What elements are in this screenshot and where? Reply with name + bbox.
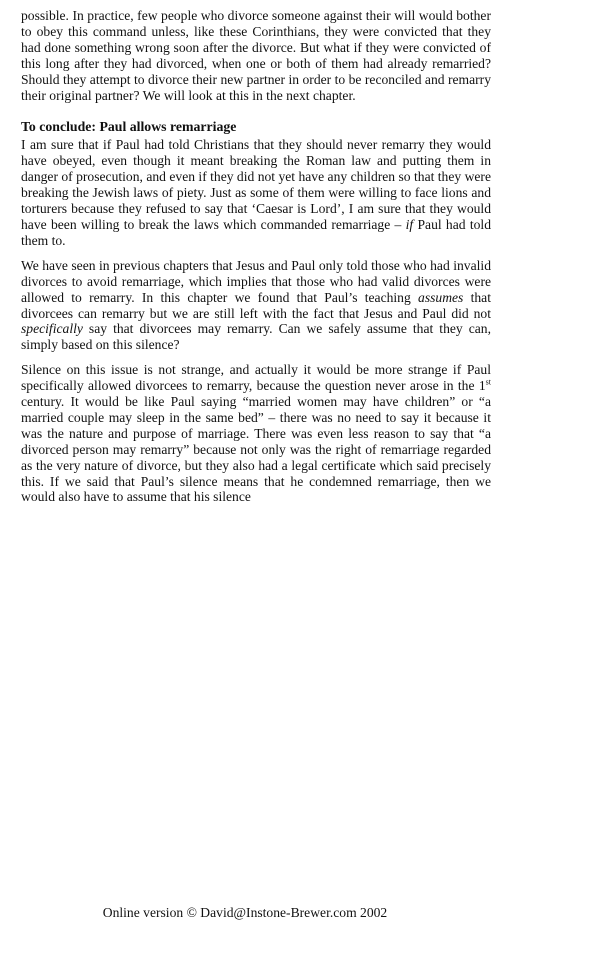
paragraph-text: century. It would be like Paul saying “married women may have children” or “a married couple may sleep in the same bed” – there was no need to say it because it was the nature and purpose of marriage. There was even less reason to say that “a divorced person may remarry” because not only was the right of remarriage regarded as the very nature of divorce, but they also had a legal certificate which said precisely this. If we said that Paul’s silence means that he condemned remarriage, then we would also have to assume that his silence [21,394,491,505]
emphasis-text: assumes [418,289,464,305]
paragraph-text: I am sure that if Paul had told Christians that they should never remarry they would have obeyed, even though it meant breaking the Roman law and putting them in danger of prosecution, and even if they did not yet have any children so that they were breaking the Jewish laws of piety. Just as some of them were willing to face lions and torturers because they refused to say that ‘Caesar is Lord’, I am sure that they would have been willing to break the laws which commanded remarriage – [21,137,491,232]
paragraph-previous-chapters [21,258,491,353]
paragraph-text: possible. In practice, few people who divorce someone against their will would bother to obey this command unless, like these Corinthians, they were convicted that they had done something wrong soon after the divorce. But what if they were convicted of this long after they had divorced, when one or both of them had already remarried? Should they attempt to divorce their new partner in order to be reconciled and remarry their original partner? We will look at this in the next chapter. [21,8,491,103]
paragraph-remarriage-obedience [21,137,491,248]
paragraph-continuation [21,8,491,103]
paragraph-silence [21,362,491,505]
paragraph-text: that divorcees can remarry but we are still left with the fact that Jesus and Paul did not [21,289,491,321]
emphasis-text: if [405,216,414,232]
superscript-text: st [485,377,491,387]
paragraph-text: Paul had told them to. [21,216,491,248]
page-footer: Online version © David@Instone-Brewer.com 2002 [102,905,388,920]
section-heading: To conclude: Paul allows remarriage [21,119,237,135]
emphasis-text: specifically [21,321,83,337]
document-page [21,8,491,505]
paragraph-text: We have seen in previous chapters that Jesus and Paul only told those who had invalid divorces to avoid remarriage, which implies that those who had valid divorces were allowed to remarry. In this chapter we found that Paul’s teaching [21,257,491,305]
paragraph-text: Silence on this issue is not strange, and actually it would be more strange if Paul specifically allowed divorcees to remarry, because the question never arose in the 1 [21,362,491,394]
paragraph-text: say that divorcees may remarry. Can we safely assume that they can, simply based on this silence? [21,321,491,353]
